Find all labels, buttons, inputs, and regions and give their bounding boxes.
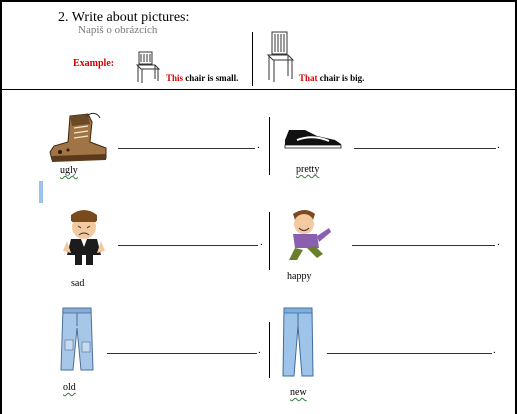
word-label-old: old [63, 382, 76, 393]
answer-line-happy[interactable] [352, 245, 495, 246]
sad-boy-icon [57, 205, 111, 267]
example-label: Example: [73, 58, 115, 69]
answer-period: . [497, 139, 500, 151]
big-chair-icon [262, 30, 296, 84]
sneaker-icon [283, 126, 343, 150]
answer-period: . [257, 139, 260, 151]
answer-period: . [260, 236, 263, 248]
new-jeans-icon [280, 306, 316, 378]
word-label-happy: happy [287, 271, 312, 282]
exercise-title: 2. Write about pictures: [58, 10, 190, 25]
example-sentence-small: This chair is small. [166, 73, 239, 83]
example-sentence-big: That chair is big. [299, 73, 365, 83]
word-label-sad: sad [71, 278, 85, 289]
old-jeans-icon [57, 306, 97, 372]
word-label-pretty: pretty [296, 164, 320, 175]
small-chair-icon [133, 50, 163, 84]
answer-line-new[interactable] [327, 353, 492, 354]
answer-period: . [493, 344, 496, 356]
row1-divider [269, 117, 270, 175]
answer-line-pretty[interactable] [354, 148, 496, 149]
header-separator [2, 89, 515, 90]
word-label-new: new [290, 387, 307, 398]
old-boot-icon [48, 112, 108, 166]
happy-boy-icon [281, 206, 335, 262]
answer-line-sad[interactable] [118, 245, 258, 246]
answer-period: . [258, 344, 261, 356]
text-cursor-marker [39, 181, 43, 203]
row2-divider [269, 212, 270, 270]
exercise-subtitle: Napiš o obrázcích [78, 24, 158, 36]
word-label-ugly: ugly [60, 165, 78, 176]
answer-line-ugly[interactable] [118, 148, 255, 149]
row3-divider [269, 322, 270, 378]
answer-period: . [497, 236, 500, 248]
answer-line-old[interactable] [107, 353, 257, 354]
example-divider [252, 32, 253, 86]
